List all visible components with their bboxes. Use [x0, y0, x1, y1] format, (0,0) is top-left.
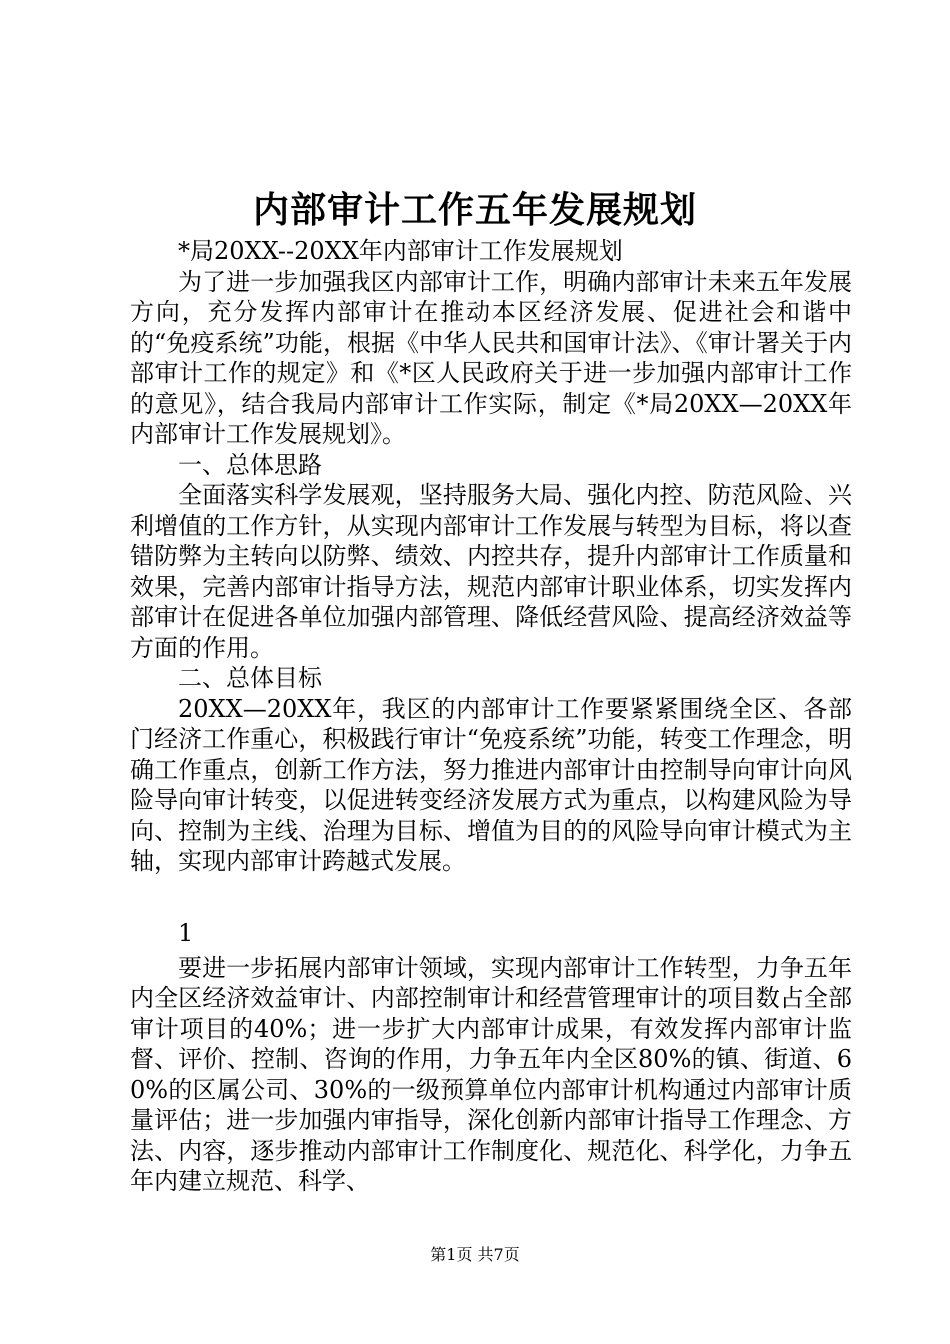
overall-goals-paragraph: 20XX—20XX年，我区的内部审计工作要紧紧围绕全区、各部门经济工作重心，积极践行审计“免疫系统”功能，转变工作理念，明确工作重点，创新工作方法，努力推进内部审计由控制导向审计向风险导向审计转变，以促进转变经济发展方式为重点，以构建风险为导向、控制为主线、治理为目标、增值为目的的风险导向审计模式为主轴，实现内部审计跨越式发展。 [130, 694, 852, 875]
document-title: 内部审计工作五年发展规划 [252, 189, 697, 231]
section-heading-overall-goals: 二、总体目标 [178, 664, 322, 692]
overall-approach-paragraph: 全面落实科学发展观，坚持服务大局、强化内控、防范风险、兴利增值的工作方针，从实现内部审计工作发展与转型为目标，将以查错防弊为主转向以防弊、绩效、内控共存，提升内部审计工作质量和效果，完善内部审计指导方法，规范内部审计职业体系，切实发挥内部审计在促进各单位加强内部管理、降低经营风险、提高经济效益等方面的作用。 [130, 481, 852, 662]
intro-paragraph: 为了进一步加强我区内部审计工作，明确内部审计未来五年发展方向，充分发挥内部审计在推动本区经济发展、促进社会和谐中的“免疫系统”功能，根据《中华人民共和国审计法》、《审计署关于内部审计工作的规定》和《*区人民政府关于进一步加强内部审计工作的意见》，结合我局内部审计工作实际，制定《*局20XX—20XX年内部审计工作发展规划》。 [130, 267, 852, 448]
document-body [130, 236, 852, 1197]
continuation-paragraph: 要进一步拓展内部审计领域，实现内部审计工作转型，力争五年内全区经济效益审计、内部控制审计和经营管理审计的项目数占全部审计项目的40%；进一步扩大内部审计成果，有效发挥内部审计监督、评价、控制、咨询的作用，力争五年内全区80%的镇、街道、60%的区属公司、30%的一级预算单位内部审计机构通过内部审计质量评估；进一步加强内审指导，深化创新内部审计指导工作理念、方法、内容，逐步推动内部审计工作制度化、规范化、科学化，力争五年内建立规范、科学、 [130, 953, 852, 1195]
inline-page-number: 1 [178, 918, 194, 947]
section-heading-overall-approach: 一、总体思路 [178, 450, 322, 479]
page-footer: 第1页 共7页 [430, 1245, 520, 1264]
plan-subtitle: *局20XX--20XX年内部审计工作发展规划 [178, 237, 623, 265]
paragraph-spacer [130, 877, 852, 913]
